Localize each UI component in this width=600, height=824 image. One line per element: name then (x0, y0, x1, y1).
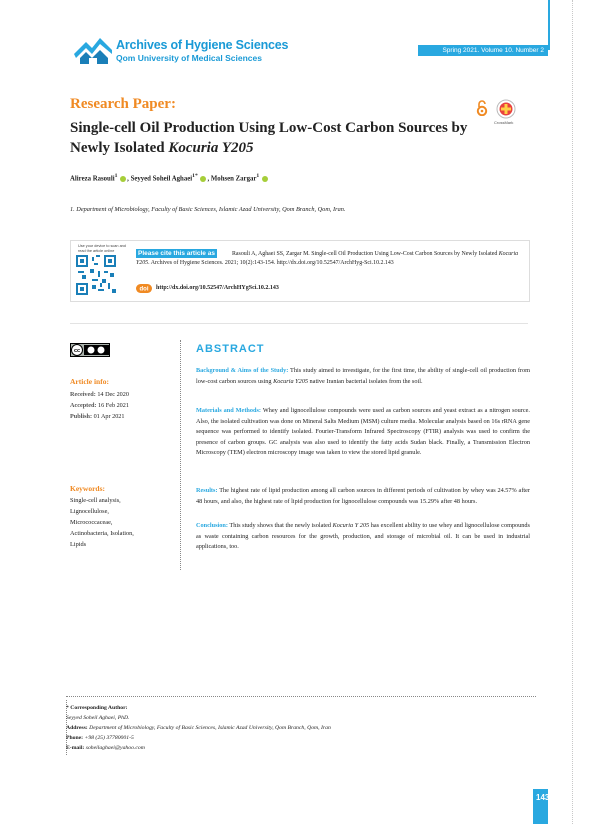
background-italic: Kocuria Y205 (273, 377, 308, 385)
journal-logo-icon (72, 32, 114, 66)
author-sup: 1* (192, 173, 198, 179)
page-number: 143 (536, 793, 550, 802)
paper-title (70, 118, 470, 158)
abstract-heading: ABSTRACT (196, 343, 265, 355)
orcid-icon[interactable] (262, 176, 268, 182)
corresponding-heading-text: * Corresponding Author: (66, 705, 128, 711)
abstract-methods (196, 406, 530, 459)
accepted-label: Accepted: (70, 402, 97, 409)
corresponding-email (66, 745, 145, 751)
citation-before: Rasouli A, Aghaei SS, Zargar M. Single-cell Oil Production Using Low-Cost Carbon Sources by Newly Isolated (232, 251, 499, 257)
svg-text:cc: cc (73, 348, 81, 355)
publish-date: 01 Apr 2021 (93, 413, 125, 420)
citation-after: . Archives of Hygiene Sciences. 2021; 10(2):143-154. http://dx.doi.org/10.52547/ArchHyg-Sci.10.2.143 (148, 260, 394, 267)
accepted-date: 16 Feb 2021 (98, 402, 129, 409)
paper-type: Research Paper: (70, 96, 176, 112)
page-margin-rule (572, 0, 574, 824)
cc-license-icon[interactable] (70, 343, 110, 357)
crossmark-label: CrossMark (494, 120, 514, 125)
corresponding-address (66, 725, 331, 731)
svg-text:doi: doi (139, 286, 149, 293)
issue-banner (418, 45, 548, 56)
received-row (70, 391, 129, 398)
keyword: Lignocellulose, (70, 508, 109, 515)
background-label: Background & Aims of the Study: (196, 367, 289, 374)
keyword: Micrococcaceae, (70, 519, 113, 526)
address-text: Department of Microbiology, Faculty of Basic Sciences, Islamic Azad University, Qom Branch, Qom, Iran (87, 725, 331, 731)
journal-name: Archives of Hygiene Sciences (116, 38, 289, 52)
received-date: 14 Dec 2020 (97, 391, 129, 398)
citation-italic: Kocuria Y205 (136, 251, 519, 267)
author-name: Seyyed Soheil Aghaei (130, 175, 193, 183)
article-info-heading: Article info: (70, 377, 109, 386)
conclusion-text: This study shows that the newly isolated (227, 522, 333, 529)
keyword: Lipids (70, 541, 87, 548)
email-text[interactable]: soheilaghaei@yahoo.com (84, 745, 145, 751)
title-italic: Kocuria Y205 (168, 140, 254, 156)
received-label: Received: (70, 391, 96, 398)
orcid-icon[interactable] (120, 176, 126, 182)
author-name: Mohsen Zargar (210, 175, 257, 183)
conclusion-label: Conclusion: (196, 522, 228, 529)
conclusion-text-end: has excellent ability to use whey and lignocellulose compounds as waste containing carbon resources for the growth, production, and storage of microbial oil. It can be used in industrial applications, too. (196, 522, 530, 550)
background-text-end: native Iranian bacterial isolates from the soil. (307, 377, 423, 385)
corresponding-heading (66, 705, 128, 711)
header-accent-line (548, 0, 550, 50)
corresponding-divider (66, 696, 536, 697)
authors: Alireza Rasouli$^1$ , Seyyed Soheil Aghaei$^{1*}$ , Mohsen Zargar$^1$ (70, 173, 269, 182)
author-sup: 1 (114, 173, 118, 179)
qr-caption: Use your device to scan and read the article online (78, 244, 126, 253)
email-label: E-mail: (66, 745, 85, 751)
phone-label: Phone: (66, 735, 84, 741)
accepted-row (70, 402, 129, 409)
open-access-icon[interactable] (476, 100, 488, 116)
abstract-background (196, 366, 530, 387)
corresponding-phone (66, 735, 134, 741)
university-name: Qom University of Medical Sciences (116, 53, 262, 63)
doi-link[interactable]: http://dx.doi.org/10.52547/ArchHYgSci.10.2.143 (156, 285, 279, 291)
affiliation: 1. Department of Microbiology, Faculty of Basic Sciences, Islamic Azad University, Qom Branch, Qom, Iran. (70, 206, 346, 213)
address-label: Address: (66, 725, 88, 731)
conclusion-italic: Kocuria Y 205 (332, 522, 370, 529)
orcid-icon[interactable] (200, 176, 206, 182)
author-name: Alireza Rasouli (70, 175, 115, 183)
keyword: Single-cell analysis, (70, 497, 121, 504)
abstract-conclusion (196, 521, 530, 553)
methods-label: Materials and Methods: (196, 407, 262, 414)
author-sup: 1 (256, 173, 260, 179)
keywords-heading: Keywords: (70, 484, 105, 493)
publish-row (70, 413, 125, 420)
column-divider (180, 340, 181, 570)
abstract-results (196, 486, 530, 507)
results-label: Results: (196, 487, 218, 494)
results-text: The highest rate of lipid production among all carbon sources in different periods of cultivation by whey was 24.57% after 48 hours, and also, the highest rate of lipid production for lignocellulose compounds was 15.29% after 48 hours. (196, 487, 530, 505)
methods-text: Whey and lignocellulose compounds were used as carbon sources and yeast extract as a nitrogen source. Also, the isolated cultivation was done on Mineral Salts Medium (MSM) culture media. Molecular analysis based on 16s rRNA gene sequence was performed to identify isolated. Fourier-Transform Infrared Spectroscopy (FTIR) analysis was used to confirm the presence of carbon groups. GC analysis was also used to identify the fatty acids Sudan black. Finally, a Transmission Electron Microscopy (TEM) electron microscopy image was taken to view the stored lipid granule. (196, 407, 530, 456)
background-text: This study aimed to investigate, for the first time, the ability of single-cell oil production from low-cost carbon sources using (196, 367, 530, 385)
corresponding-name: Seyyed Soheil Aghaei, PhD. (66, 715, 130, 721)
title-main: Single-cell Oil Production Using Low-Cost Carbon Sources by Newly Isolated (70, 120, 468, 156)
phone-text: +98 (25) 37780001-5 (83, 735, 134, 741)
qr-code-icon[interactable] (76, 255, 116, 295)
issue-text: Spring 2021. Volume 10. Number 2 (442, 47, 544, 54)
doi-icon (136, 284, 152, 293)
publish-label: Publish: (70, 413, 93, 420)
keyword: Actinobacteria, Isolation, (70, 530, 134, 537)
cite-label: Please cite this article as (138, 250, 215, 257)
section-divider (70, 323, 528, 324)
